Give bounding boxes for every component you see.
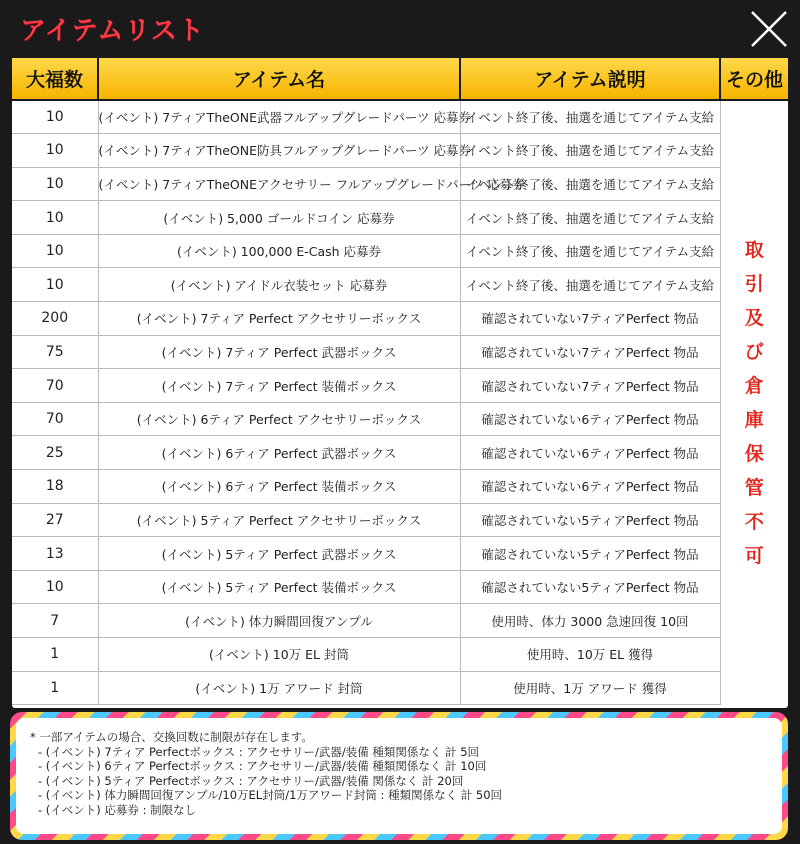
table-row [12,671,788,705]
item-name: (イベント) 7ティア Perfect アクセサリーボックス [98,302,460,336]
item-desc: 使用時、体力 3000 急速回復 10回 [460,604,720,638]
page-title: アイテムリスト [20,16,205,46]
item-qty: 10 [12,100,98,134]
table-row [12,302,788,336]
other-note-char: 庫 [744,408,764,431]
item-qty: 10 [12,201,98,235]
item-qty: 200 [12,302,98,336]
item-name: (イベント) 5ティア Perfect 武器ボックス [98,537,460,571]
item-desc: 使用時、1万 アワード 獲得 [460,671,720,705]
item-name: (イベント) 5ティア Perfect 装備ボックス [98,570,460,604]
table-row [12,167,788,201]
item-qty: 10 [12,134,98,168]
other-note-char: び [744,340,764,363]
note-line: - (イベント) 応募券 : 制限なし [38,802,197,817]
item-name: (イベント) 体力瞬間回復アンプル [98,604,460,638]
item-qty: 27 [12,503,98,537]
item-desc: 確認されていない7ティアPerfect 物品 [460,302,720,336]
item-qty: 70 [12,369,98,403]
table-row [12,570,788,604]
item-qty: 25 [12,436,98,470]
item-desc: イベント終了後、抽選を通じてアイテム支給 [460,100,720,134]
item-name: (イベント) 7ティア Perfect 装備ボックス [98,369,460,403]
table-row [12,369,788,403]
item-qty: 7 [12,604,98,638]
table-row [12,201,788,235]
item-table [12,58,788,705]
table-row [12,134,788,168]
item-desc: 確認されていない6ティアPerfect 物品 [460,402,720,436]
item-name: (イベント) 10万 EL 封筒 [98,638,460,672]
other-note-char: 及 [744,306,764,329]
item-qty: 18 [12,470,98,504]
header-name: アイテム名 [98,58,460,100]
table-header-row [12,58,788,100]
item-name: (イベント) 7ティア Perfect 武器ボックス [98,335,460,369]
item-name: (イベント) 1万 アワード 封筒 [98,671,460,705]
item-desc: 確認されていない7ティアPerfect 物品 [460,369,720,403]
item-name: (イベント) 6ティア Perfect アクセサリーボックス [98,402,460,436]
header-desc: アイテム説明 [460,58,720,100]
other-note-char: 倉 [744,374,764,397]
notes-box [10,712,788,840]
item-qty: 1 [12,671,98,705]
table-row [12,234,788,268]
other-note-char: 不 [744,510,764,533]
item-desc: イベント終了後、抽選を通じてアイテム支給 [460,268,720,302]
item-table-container [12,58,788,708]
notes-content [16,718,782,834]
item-qty: 1 [12,638,98,672]
item-name: (イベント) 5ティア Perfect アクセサリーボックス [98,503,460,537]
close-button[interactable] [746,6,792,52]
item-desc: イベント終了後、抽選を通じてアイテム支給 [460,167,720,201]
table-row [12,604,788,638]
item-name: (イベント) 100,000 E-Cash 応募券 [98,234,460,268]
other-note-char: 保 [744,442,764,465]
note-line: - (イベント) 体力瞬間回復アンプル/10万EL封筒/1万アワード封筒 : 種類関係なく 計 50回 [38,788,503,803]
item-qty: 75 [12,335,98,369]
table-row [12,470,788,504]
note-line: - (イベント) 5ティア Perfectボックス : アクセサリー/武器/装備 関係なく 計 20回 [38,773,464,788]
item-desc: イベント終了後、抽選を通じてアイテム支給 [460,234,720,268]
note-line: - (イベント) 6ティア Perfectボックス : アクセサリー/武器/装備 種類関係なく 計 10回 [38,759,487,774]
other-note-char: 取 [744,238,764,261]
close-icon [746,6,792,52]
item-name: (イベント) 5,000 ゴールドコイン 応募券 [98,201,460,235]
item-qty: 70 [12,402,98,436]
other-note-cell [720,100,788,705]
table-row [12,268,788,302]
table-row [12,436,788,470]
item-desc: 確認されていない7ティアPerfect 物品 [460,335,720,369]
item-desc: 確認されていない5ティアPerfect 物品 [460,537,720,571]
item-desc: 確認されていない6ティアPerfect 物品 [460,436,720,470]
item-name: (イベント) アイドル衣装セット 応募券 [98,268,460,302]
item-qty: 10 [12,234,98,268]
item-qty: 13 [12,537,98,571]
table-row [12,335,788,369]
note-line: - (イベント) 7ティア Perfectボックス : アクセサリー/武器/装備 種類関係なく 計 5回 [38,744,480,759]
header-other: その他 [720,58,788,100]
item-desc: イベント終了後、抽選を通じてアイテム支給 [460,134,720,168]
other-note-char: 管 [744,476,764,499]
other-note-char: 可 [744,544,764,567]
item-name: (イベント) 7ティアTheONE防具フルアップグレードパーツ 応募券 [98,134,460,168]
other-note-char: 引 [744,272,764,295]
item-name: (イベント) 6ティア Perfect 武器ボックス [98,436,460,470]
table-row [12,638,788,672]
item-qty: 10 [12,268,98,302]
table-row [12,503,788,537]
item-desc: イベント終了後、抽選を通じてアイテム支給 [460,201,720,235]
note-line: * 一部アイテムの場合、交換回数に制限が存在します。 [30,730,313,744]
item-desc: 使用時、10万 EL 獲得 [460,638,720,672]
table-row [12,100,788,134]
item-name: (イベント) 7ティアTheONEアクセサリー フルアップグレードパーツ 応募券 [98,167,460,201]
item-desc: 確認されていない5ティアPerfect 物品 [460,503,720,537]
item-desc: 確認されていない6ティアPerfect 物品 [460,470,720,504]
header-qty: 大福数 [12,58,98,100]
item-qty: 10 [12,167,98,201]
table-row [12,402,788,436]
item-desc: 確認されていない5ティアPerfect 物品 [460,570,720,604]
item-name: (イベント) 6ティア Perfect 装備ボックス [98,470,460,504]
table-row [12,537,788,571]
item-qty: 10 [12,570,98,604]
other-note-text [721,239,789,567]
item-name: (イベント) 7ティアTheONE武器フルアップグレードパーツ 応募券 [98,100,460,134]
